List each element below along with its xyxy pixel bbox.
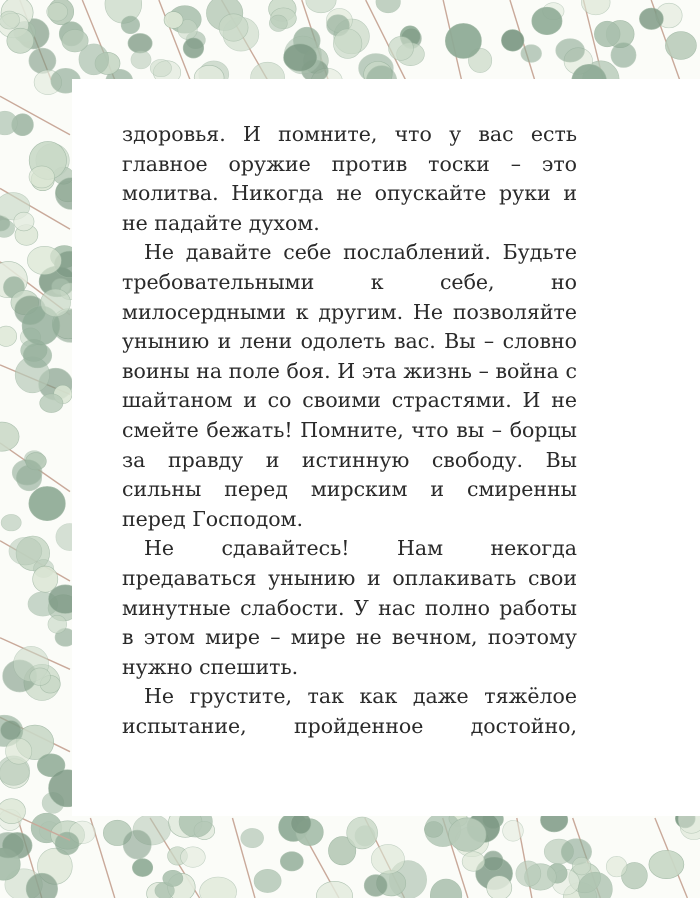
eucalyptus-leaf <box>269 15 287 31</box>
eucalyptus-leaf <box>150 59 171 76</box>
eucalyptus-leaf <box>639 8 663 30</box>
eucalyptus-leaf <box>280 852 303 871</box>
eucalyptus-leaf <box>29 166 55 188</box>
eucalyptus-leaf <box>284 44 317 71</box>
eucalyptus-leaf <box>487 876 512 898</box>
eucalyptus-leaf <box>649 850 684 878</box>
eucalyptus-leaf <box>47 3 68 21</box>
eucalyptus-leaf <box>0 326 17 346</box>
eucalyptus-leaf <box>449 818 487 852</box>
eucalyptus-leaf <box>581 0 610 15</box>
eucalyptus-leaf <box>0 220 15 238</box>
eucalyptus-leaf <box>1 514 21 530</box>
eucalyptus-leaf <box>532 7 562 35</box>
eucalyptus-leaf <box>611 43 636 68</box>
eucalyptus-leaf <box>132 859 152 877</box>
eucalyptus-leaf <box>7 28 34 53</box>
eucalyptus-leaf <box>389 36 414 60</box>
paragraph-4: Не грустите, так как даже тяжёлое испытание, пройденное достойно, <box>122 684 577 738</box>
eucalyptus-leaf <box>462 852 485 872</box>
eucalyptus-leaf <box>30 668 51 685</box>
eucalyptus-leaf <box>445 23 481 58</box>
eucalyptus-leaf <box>430 879 462 898</box>
eucalyptus-leaf <box>29 48 56 73</box>
paragraph-2: Не давайте себе послаблений. Будьте требовательными к себе, но милосердными к другим. Не позволяйте унынию и лени одолеть вас. Вы – словно воины на поле боя. И эта жизнь – война с шайтаном и со своими страстями. И не смейте бежать! Помните, что вы – борцы за правду и истинную свободу. Вы сильны перед мирским и смиренны перед Господом. <box>122 240 577 531</box>
eucalyptus-leaf <box>572 857 591 875</box>
eucalyptus-leaf <box>606 856 627 877</box>
eucalyptus-leaf <box>316 881 352 898</box>
eucalyptus-leaf <box>27 246 61 274</box>
eucalyptus-leaf <box>48 615 67 633</box>
eucalyptus-leaf <box>14 212 34 231</box>
eucalyptus-leaf <box>123 830 151 859</box>
eucalyptus-leaf <box>521 45 542 63</box>
eucalyptus-leaf <box>371 844 404 874</box>
eucalyptus-leaf <box>364 875 387 897</box>
eucalyptus-leaf <box>1 721 21 740</box>
eucalyptus-leaf <box>12 460 42 485</box>
eucalyptus-leaf <box>291 813 311 834</box>
eucalyptus-leaf <box>241 828 264 847</box>
eucalyptus-leaf <box>333 29 362 59</box>
eucalyptus-leaf <box>424 821 443 837</box>
eucalyptus-leaf <box>219 14 248 41</box>
paragraph-3: Не сдавайтесь! Нам некогда предаваться унынию и оплакивать свои минутные слабости. У нас полно работы в этом мире – мире не вечном, поэтому нужно спешить. <box>122 536 577 679</box>
eucalyptus-leaf <box>254 869 281 892</box>
eucalyptus-leaf <box>0 422 19 451</box>
eucalyptus-leaf <box>5 738 31 764</box>
eucalyptus-leaf <box>594 21 620 47</box>
eucalyptus-leaf <box>347 817 378 849</box>
eucalyptus-leaf <box>41 289 71 317</box>
eucalyptus-leaf <box>29 486 66 520</box>
eucalyptus-leaf <box>516 861 541 887</box>
eucalyptus-leaf <box>376 0 400 13</box>
eucalyptus-leaf <box>0 799 26 824</box>
eucalyptus-leaf <box>40 394 63 413</box>
page-text <box>122 120 577 741</box>
eucalyptus-leaf <box>62 29 88 52</box>
eucalyptus-leaf <box>163 870 183 886</box>
eucalyptus-leaf <box>9 537 42 565</box>
eucalyptus-leaf <box>164 12 183 29</box>
paragraph-1: здоровья. И помните, что у вас есть главное оружие против тоски – это молитва. Никогда не опускайте руки и не падайте духом. <box>122 122 577 235</box>
eucalyptus-leaf <box>181 847 206 867</box>
eucalyptus-leaf <box>501 30 524 52</box>
eucalyptus-leaf <box>128 33 152 53</box>
eucalyptus-leaf <box>183 38 204 58</box>
eucalyptus-leaf <box>121 16 140 34</box>
eucalyptus-leaf <box>483 851 503 871</box>
eucalyptus-leaf <box>200 877 237 898</box>
eucalyptus-leaf <box>0 11 20 29</box>
eucalyptus-leaf <box>503 820 524 841</box>
eucalyptus-leaf <box>665 32 696 60</box>
eucalyptus-leaf <box>23 343 52 368</box>
eucalyptus-leaf <box>556 39 585 62</box>
eucalyptus-leaf <box>131 51 151 69</box>
